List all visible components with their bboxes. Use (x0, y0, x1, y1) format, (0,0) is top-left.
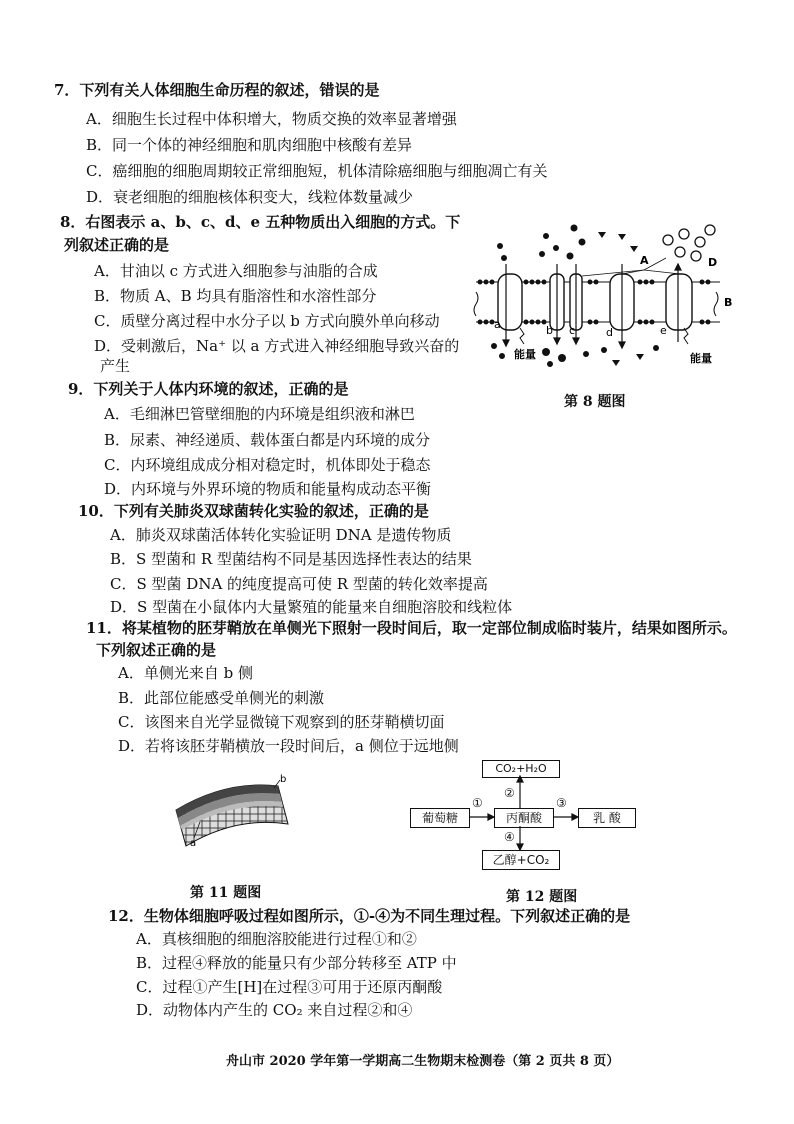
q11-figure-caption: 第 11 题图 (190, 885, 262, 901)
q9-option-d: D．内环境与外界环境的物质和能量构成动态平衡 (104, 480, 432, 498)
q7-option-a: A．细胞生长过程中体积增大，物质交换的效率显著增强 (86, 110, 457, 128)
q9-stem: 9．下列关于人体内环境的叙述，正确的是 (68, 380, 349, 398)
step-2-label: ② (504, 786, 515, 800)
q12-figure-caption: 第 12 题图 (506, 889, 578, 905)
label-b: b (280, 774, 287, 785)
q8-membrane-figure (470, 224, 738, 374)
q7-option-c: C．癌细胞的细胞周期较正常细胞短，机体清除癌细胞与细胞凋亡有关 (86, 162, 548, 180)
q12-option-d: D．动物体内产生的 CO₂ 来自过程②和④ (136, 1001, 413, 1019)
step-4-label: ④ (504, 830, 515, 844)
q12-option-b: B．过程④释放的能量只有少部分转移至 ATP 中 (136, 954, 457, 972)
letter-e: e (660, 324, 667, 337)
q11-option-b: B．此部位能感受单侧光的刺激 (118, 689, 325, 707)
co2-water-box: CO₂+H₂O (482, 760, 560, 778)
q11-stem-line2: 下列叙述正确的是 (96, 641, 217, 659)
energy-label-right: 能量 (690, 352, 712, 365)
q10-option-b: B．S 型菌和 R 型菌结构不同是基因选择性表达的结果 (110, 550, 472, 568)
letter-d: d (606, 326, 613, 339)
step-3-label: ③ (556, 796, 567, 810)
q12-option-a: A．真核细胞的细胞溶胶能进行过程①和② (136, 930, 417, 948)
q7-stem: 7．下列有关人体细胞生命历程的叙述，错误的是 (54, 81, 380, 99)
q11-stem-line1: 11．将某植物的胚芽鞘放在单侧光下照射一段时间后，取一定部位制成临时装片，结果如图所示。 (86, 619, 737, 637)
label-D: D (708, 256, 718, 269)
q9-option-b: B．尿素、神经递质、载体蛋白都是内环境的成分 (104, 431, 431, 449)
q11-option-c: C．该图来自光学显微镜下观察到的胚芽鞘横切面 (118, 713, 445, 731)
letter-c: c (569, 324, 576, 337)
letter-a: a (494, 318, 501, 331)
q11-option-a: A．单侧光来自 b 侧 (118, 664, 253, 682)
q9-option-a: A．毛细淋巴管壁细胞的内环境是组织液和淋巴 (104, 405, 415, 423)
q11-option-d: D．若将该胚芽鞘横放一段时间后，a 侧位于远地侧 (118, 737, 459, 755)
q12-option-c: C．过程①产生[H]在过程③可用于还原丙酮酸 (136, 978, 443, 996)
step-1-label: ① (472, 796, 483, 810)
q8-option-c: C．质壁分离过程中水分子以 b 方式向膜外单向移动 (94, 312, 440, 330)
transport-arrows (503, 264, 681, 348)
q8-option-a: A．甘油以 c 方式进入细胞参与油脂的合成 (94, 262, 378, 280)
label-A: A (640, 254, 649, 267)
q12-stem: 12．生物体细胞呼吸过程如图所示，①-④为不同生理过程。下列叙述正确的是 (108, 907, 631, 925)
q8-option-d-continuation: 产生 (100, 357, 131, 375)
q12-respiration-figure (408, 760, 648, 872)
q7-option-d: D．衰老细胞的细胞核体积变大，线粒体数量减少 (86, 188, 414, 206)
page-footer: 舟山市 2020 学年第一学期高二生物期末检测卷（第 2 页共 8 页） (226, 1054, 620, 1069)
q7-option-b: B．同一个体的神经细胞和肌肉细胞中核酸有差异 (86, 136, 413, 154)
energy-label-left: 能量 (514, 348, 536, 361)
q8-option-b: B．物质 A、B 均具有脂溶性和水溶性部分 (94, 287, 377, 305)
q8-figure-caption: 第 8 题图 (564, 394, 626, 410)
extracellular-particles (497, 225, 638, 262)
pyruvate-box: 丙酮酸 (494, 808, 554, 828)
q10-option-a: A．肺炎双球菌活体转化实验证明 DNA 是遗传物质 (110, 526, 452, 544)
label-B: B (724, 296, 733, 309)
q8-stem-line1: 8．右图表示 a、b、c、d、e 五种物质出入细胞的方式。下 (60, 213, 461, 231)
ethanol-co2-box: 乙醇+CO₂ (482, 850, 560, 870)
label-a: a (190, 838, 197, 849)
q11-coleoptile-figure (170, 772, 300, 862)
lactic-acid-box: 乳 酸 (578, 808, 636, 828)
q9-option-c: C．内环境组成成分相对稳定时，机体即处于稳态 (104, 456, 431, 474)
glucose-box: 葡萄糖 (410, 808, 470, 828)
q8-option-d: D．受刺激后，Na⁺ 以 a 方式进入神经细胞导致兴奋的 (94, 337, 460, 355)
q10-option-d: D．S 型菌在小鼠体内大量繁殖的能量来自细胞溶胶和线粒体 (110, 598, 513, 616)
letter-b: b (546, 324, 553, 337)
q10-stem: 10．下列有关肺炎双球菌转化实验的叙述，正确的是 (78, 502, 429, 520)
q8-stem-line2: 列叙述正确的是 (64, 236, 170, 254)
q10-option-c: C．S 型菌 DNA 的纯度提高可使 R 型菌的转化效率提高 (110, 575, 488, 593)
